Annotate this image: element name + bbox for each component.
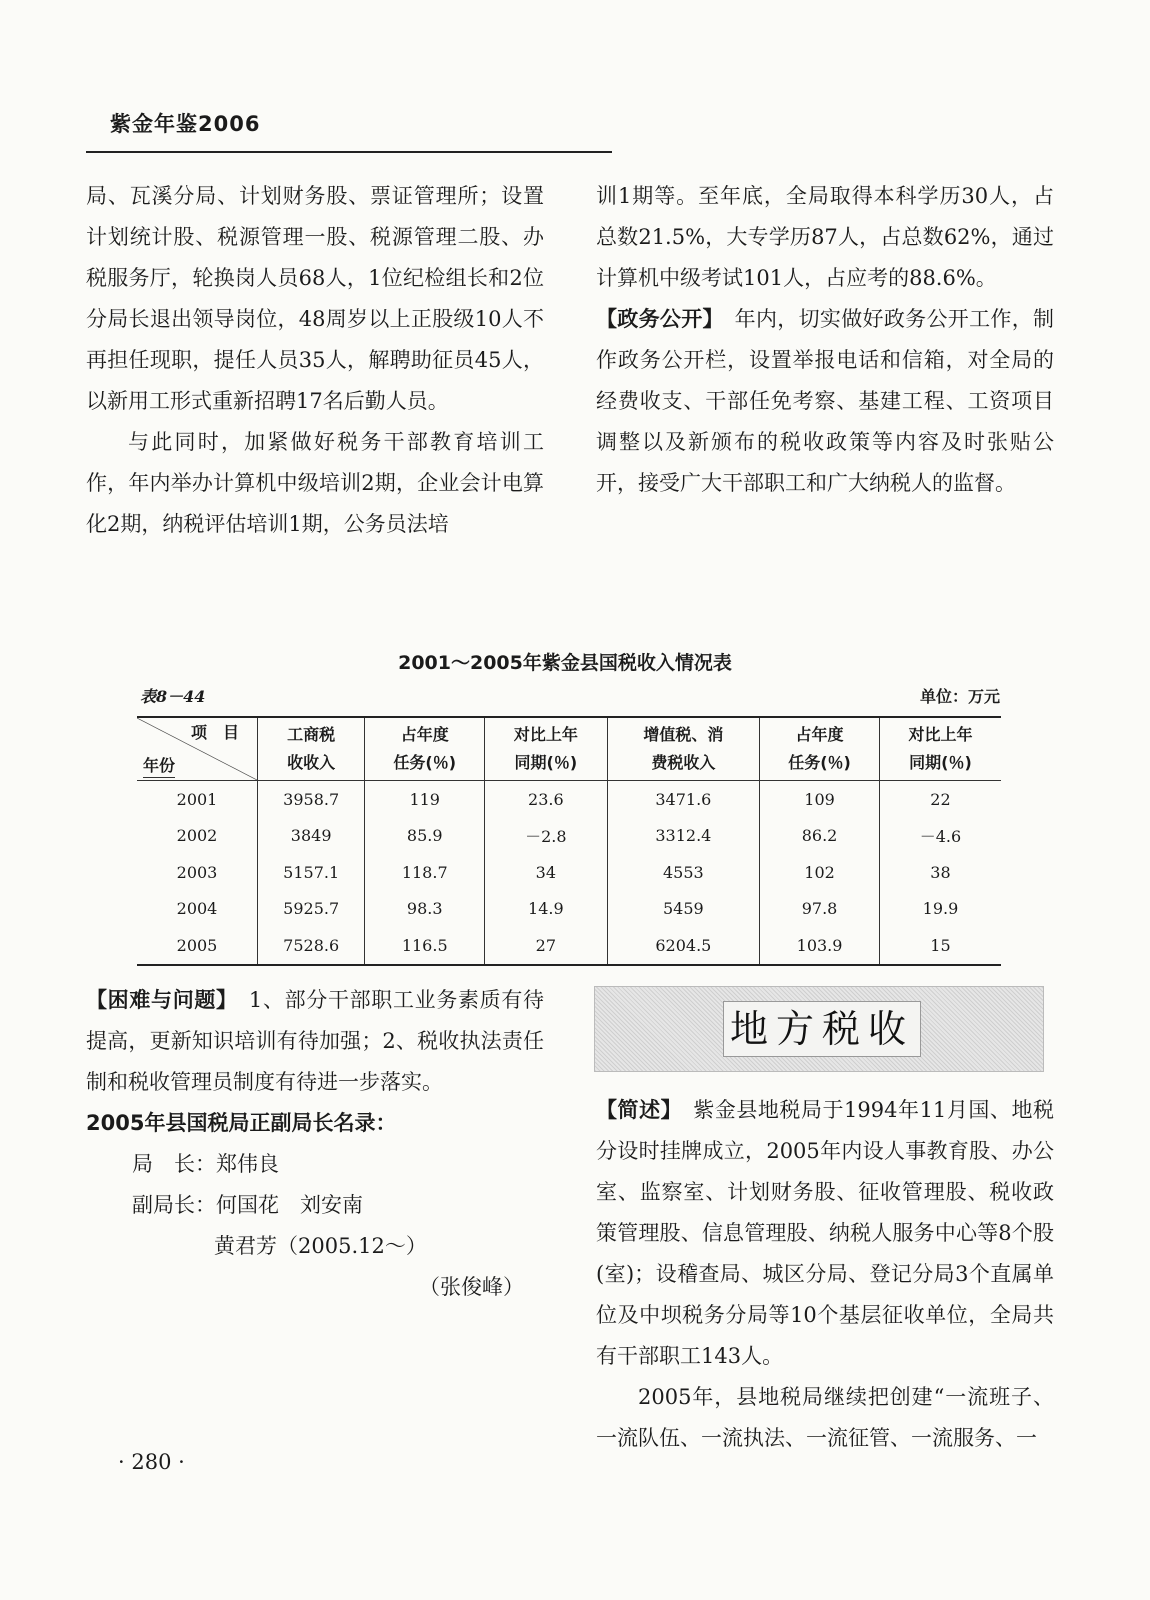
table-cell: 118.7	[365, 854, 485, 891]
paragraph-summary	[596, 1090, 1054, 1377]
section-banner	[594, 986, 1044, 1072]
roster-title: 2005年县国税局正副局长名录：	[86, 1111, 397, 1135]
table-title: 2001～2005年紫金县国税收入情况表	[398, 652, 732, 674]
corner-item-label: 项 目	[190, 723, 239, 742]
corner-header	[137, 717, 258, 781]
table-cell: 5157.1	[258, 854, 365, 891]
column-header: 占年度 任务(％)	[365, 717, 485, 781]
section-title: 地方税收	[723, 1001, 921, 1057]
table-cell: 2003	[176, 862, 218, 882]
table-cell: 14.9	[485, 891, 607, 928]
section-tag: 【困难与问题】	[86, 988, 228, 1012]
paragraph-text: 1、部分干部职工业务素质有待提高，更新知识培训有待加强；2、税收执法责任制和税收管理员制度有待进一步落实。	[86, 988, 545, 1094]
paragraph: 2005年，县地税局继续把创建“一流班子、一流队伍、一流执法、一流征管、一流服务、一	[596, 1385, 1054, 1450]
table-cell: 98.3	[365, 891, 485, 928]
table-cell: 3471.6	[607, 781, 760, 818]
column-header: 工商税 收收入	[258, 717, 365, 781]
table-row	[137, 927, 1001, 965]
column-header: 增值税、消 费税收入	[607, 717, 760, 781]
paragraph-text: 年内，切实做好政务公开工作，制作政务公开栏，设置举报电话和信箱，对全局的经费收支、干部任免考察、基建工程、工资项目调整以及新颁布的税收政策等内容及时张贴公开，接受广大干部职工和广大纳税人的监督。	[596, 307, 1055, 495]
table-row	[137, 781, 1001, 818]
paragraph: 训1期等。至年底，全局取得本科学历30人，占总数21.5%，大专学历87人，占总数62%，通过计算机中级考试101人，占应考的88.6%。	[596, 184, 1054, 290]
roster-deputy-continued: 黄君芳（2005.12～）	[214, 1234, 427, 1258]
table-cell: 22	[879, 781, 1001, 818]
table-unit: 单位：万元	[919, 687, 1000, 706]
table-cell: 5925.7	[258, 891, 365, 928]
left-column-top	[86, 176, 544, 545]
column-header: 对比上年 同期(％)	[879, 717, 1001, 781]
page-number: · 280 ·	[118, 1450, 185, 1474]
table-cell: 102	[760, 854, 880, 891]
table-cell: 85.9	[365, 818, 485, 855]
table-cell: 109	[760, 781, 880, 818]
corner-year-label: 年份	[143, 755, 175, 778]
left-column-bottom	[86, 980, 544, 1308]
right-column-top	[596, 176, 1054, 504]
roster-deputy: 副局长：何国花 刘安南	[132, 1193, 363, 1217]
column-header: 占年度 任务(％)	[760, 717, 880, 781]
table-cell: 7528.6	[258, 927, 365, 965]
right-column-bottom	[596, 1090, 1054, 1459]
table-cell: 27	[485, 927, 607, 965]
table-cell: －4.6	[879, 818, 1001, 855]
table-cell: 2004	[176, 899, 218, 919]
paragraph: 与此同时，加紧做好税务干部教育培训工作，年内举办计算机中级培训2期，企业会计电算化2期，纳税评估培训1期，公务员法培	[86, 430, 544, 536]
table-row	[137, 818, 1001, 855]
paragraph-text: 紫金县地税局于1994年11月国、地税分设时挂牌成立，2005年内设人事教育股、办公室、监察室、计划财务股、征收管理股、税收政策管理股、信息管理股、纳税人服务中心等8个股(室)；设稽查局、城区分局、登记分局3个直属单位及中坝税务分局等10个基层征收单位，全局共有干部职工143人。	[596, 1098, 1055, 1368]
header-rule	[86, 151, 612, 153]
table-cell: 6204.5	[607, 927, 760, 965]
table-cell: 86.2	[760, 818, 880, 855]
table-cell: 3958.7	[258, 781, 365, 818]
table-row	[137, 891, 1001, 928]
table-cell: 5459	[607, 891, 760, 928]
table-cell: 34	[485, 854, 607, 891]
table-cell: 4553	[607, 854, 760, 891]
revenue-table	[137, 716, 1001, 966]
table-cell: 3849	[258, 818, 365, 855]
running-header: 紫金年鉴2006	[110, 112, 261, 136]
roster-director: 局 长：郑伟良	[132, 1152, 279, 1176]
paragraph-problems	[86, 980, 544, 1103]
table-cell: 38	[879, 854, 1001, 891]
table-cell: 2001	[176, 789, 218, 809]
table-cell: 19.9	[879, 891, 1001, 928]
column-header: 对比上年 同期(％)	[485, 717, 607, 781]
table-cell: 2002	[176, 826, 218, 846]
table-number: 表8－44	[140, 687, 206, 706]
table-cell: 97.8	[760, 891, 880, 928]
table-cell: －2.8	[485, 818, 607, 855]
paragraph-open-affairs	[596, 299, 1054, 504]
paragraph: 局、瓦溪分局、计划财务股、票证管理所；设置计划统计股、税源管理一股、税源管理二股、办税服务厅，轮换岗人员68人，1位纪检组长和2位分局长退出领导岗位，48周岁以上正股级10人不再担任现职，提任人员35人，解聘助征员45人，以新用工形式重新招聘17名后勤人员。	[86, 184, 544, 413]
table-cell: 116.5	[365, 927, 485, 965]
table-cell: 15	[879, 927, 1001, 965]
section-tag: 【简述】	[596, 1098, 672, 1122]
author-signature: （张俊峰）	[419, 1275, 524, 1299]
table-row	[137, 854, 1001, 891]
table-cell: 23.6	[485, 781, 607, 818]
table-cell: 2005	[176, 935, 218, 955]
section-tag: 【政务公开】	[596, 307, 714, 331]
table-cell: 3312.4	[607, 818, 760, 855]
table-cell: 119	[365, 781, 485, 818]
table-header-row	[137, 717, 1001, 781]
table-cell: 103.9	[760, 927, 880, 965]
